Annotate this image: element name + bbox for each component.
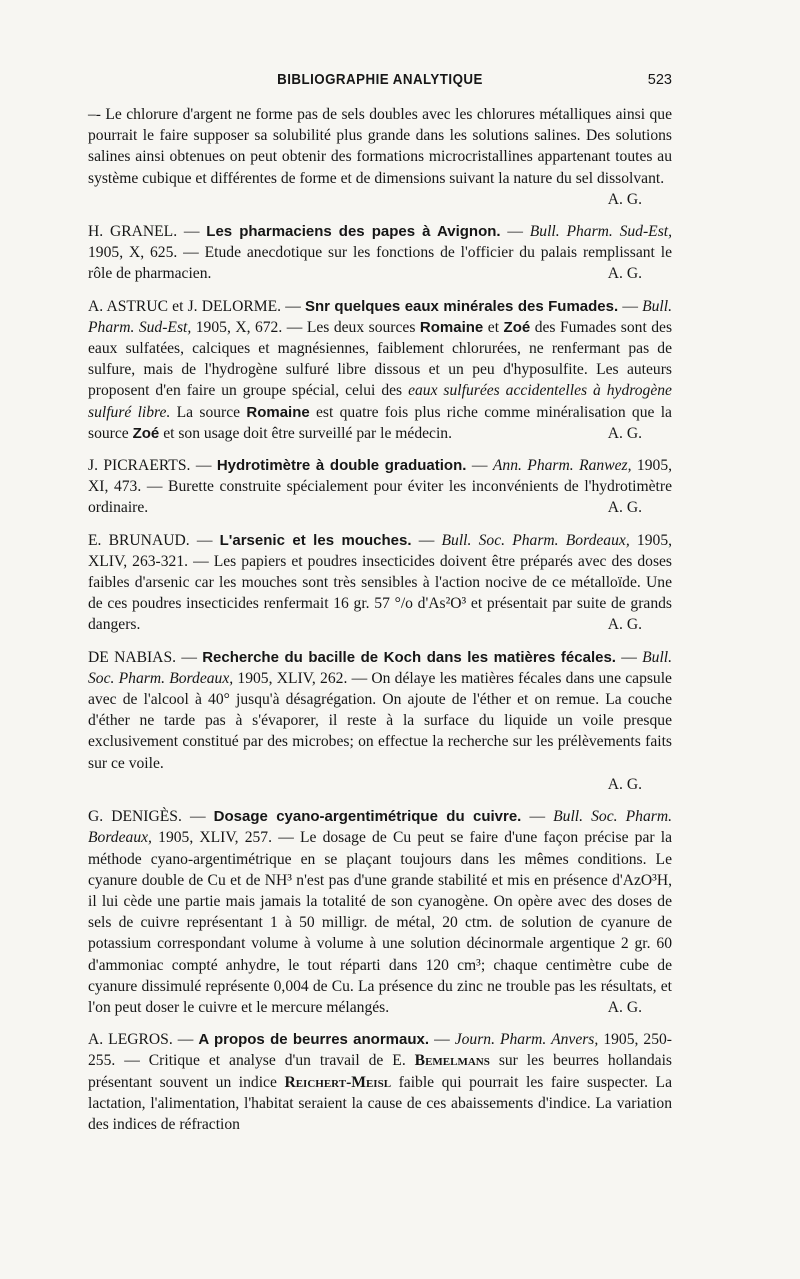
entry-title: Les pharmaciens des papes à Avignon. — [206, 223, 501, 241]
entry-ref: 1905, 250-255. — [88, 1031, 673, 1070]
entry-body-text: faible qui pourrait les faire suspecter. La lactation, l'alimentation, l'habitat seraient la cause de ces abaissements d'indice. La variation des indices de réfraction — [88, 1073, 672, 1133]
running-title: BIBLIOGRAPHIE ANALYTIQUE — [277, 72, 483, 88]
entry-chlorure-argent — [88, 104, 672, 210]
entry-bold-term: Romaine — [419, 318, 484, 336]
entry-signature: A. G. — [607, 775, 642, 793]
page-content — [88, 104, 672, 1146]
entry-body-text: et — [487, 318, 500, 336]
entry-bold-term: Zoé — [132, 424, 160, 442]
entry-legros: A. LEGROS. — A propos de beurres anormaux. — Journ. Pharm. Anvers, 1905, 250-255. — Critique et analyse d'un travail de E. Bemelmans sur les beurres hollandais présentant souvent un indice Reichert-Meisl faible qui pourrait les faire suspecter. La lactation, l'alimentation, l'habitat seraient la cause de ces abaissements d'indice. La variation des indices de réfraction — [88, 1031, 673, 1133]
entry-body-text: sur les beurres hollandais présentant souvent un indice — [88, 1052, 673, 1091]
entry-journal: Bull. Soc. Pharm. Bordeaux, — [88, 808, 672, 847]
entry-ref: 1905, XLIV, 263-321. — [88, 531, 673, 570]
entry-journal: Bull. Soc. Pharm. Bordeaux, — [88, 648, 673, 687]
entry-astruc: A. ASTRUC et J. DELORME. — Snr quelques eaux minérales des Fumades. — Bull. Pharm. Sud-Est, 1905, X, 672. — Les deux sources Romaine et Zoé des Fumades sont des eaux sulfatées, calciques et magnésiennes, faiblement chlorurées, ne renfermant pas de sulfure, mais de l'hydrogène sulfuré libre dissous et un peu d'hyposulfite. Les auteurs proposent d'en faire un groupe spécial, celui des eaux sulfurées accidentelles à hydrogène sulfuré libre. La source Romaine est quatre fois plus riche comme minéralisation que la source Zoé et son usage doit être surveillé par le médecin. A. G. — [88, 296, 672, 444]
entry-author: DE NABIAS. — [88, 648, 177, 666]
entry-journal: Bull. Pharm. Sud-Est, — [529, 223, 672, 241]
entry-author: G. DENIGÈS. — [88, 808, 182, 826]
entry-ref: 1905, XLIV, 257. — [158, 829, 272, 847]
entry-signature: A. G. — [607, 190, 642, 208]
entry-nabias: DE NABIAS. — Recherche du bacille de Koch dans les matières fécales. — Bull. Soc. Pharm. Bordeaux, 1905, XLIV, 262. — On délaye les matières fécales dans une capsule avec de l'alcool à 40° jusqu'à désagrégation. On ajoute de l'éther et on remue. La couche d'éther ne tarde pas à s'évaporer, il reste à la surface du liquide un voile presque exclusivement constitué par des microbes; on effectue la recherche sur les prélèvements faits sur ce voile. A. G. — [88, 647, 672, 795]
entry-title: Snr quelques eaux minérales des Fumades. — [304, 297, 619, 315]
entry-author: A. ASTRUC et J. DELORME. — [88, 297, 282, 315]
entry-title: Dosage cyano-argentimétrique du cuivre. — [213, 808, 522, 826]
entry-italic-term: eaux sulfurées accidentelles à hydrogène sulfuré libre. — [88, 382, 672, 421]
entry-title: Recherche du bacille de Koch dans les matières fécales. — [202, 648, 616, 666]
entry-author: J. PICRAERTS. — [88, 457, 191, 475]
entry-deniges: G. DENIGÈS. — Dosage cyano-argentimétrique du cuivre. — Bull. Soc. Pharm. Bordeaux, 1905, XLIV, 257. — Le dosage de Cu peut se faire d'une façon précise par la méthode cyano-argentimétrique en se plaçant toujours dans les mêmes conditions. Le cyanure double de Cu et de NH³ n'est pas d'une grande stabilité et mis en présence d'AzO³H, il lui cède une partie mais jamais la totalité de son cyanogène. On opère avec des doses de sels de cuivre représentant 1 à 50 milligr. de métal, 20 ctm. de solution de cyanure de potassium correspondant volume à volume à une solution décinormale argentique 2 gr. 60 d'ammoniac compté anhydre, le tout réparti dans 120 cm³; chaque centimètre cube de cyanure dissimulé représente 0,004 de Cu. La présence du zinc ne trouble pas les résultats, et l'on peut doser le cuivre et le mercure mélangés. A. G. — [88, 806, 672, 1018]
entry-author: H. GRANEL. — [88, 223, 178, 241]
entry-smallcaps-name: Bemelmans — [414, 1052, 490, 1070]
entry-body: — Burette construite spécialement pour éviter les inconvénients de l'hydrotimètre ordinaire. — [88, 478, 673, 517]
entry-author: A. LEGROS. — [88, 1031, 173, 1049]
entry-brunaud: E. BRUNAUD. — L'arsenic et les mouches. — Bull. Soc. Pharm. Bordeaux, 1905, XLIV, 263-321. — Les papiers et poudres insecticides doivent être préparés avec des doses faibles d'arsenic car les mouches sont très sensibles à l'action nocive de ce métalloïde. Une de ces poudres insecticides renfermait 16 gr. 57 °/o d'As²O³ et présentait par suite de grands dangers. A. G. — [88, 530, 672, 636]
entry-picraerts: J. PICRAERTS. — Hydrotimètre à double graduation. — Ann. Pharm. Ranwez, 1905, XI, 473. — Burette construite spécialement pour éviter les inconvénients de l'hydrotimètre ordinaire. A. G. — [88, 455, 672, 519]
entry-ref: 1905, X, 625. — [88, 244, 178, 262]
entry-title: L'arsenic et les mouches. — [219, 531, 412, 549]
entry-author: E. BRUNAUD. — [88, 531, 190, 549]
entry-body: — Etude anecdotique sur les fonctions de l'officier du palais remplissant le rôle de pharmacien. — [88, 244, 672, 283]
entry-signature: A. G. — [607, 998, 642, 1016]
entry-title: Hydrotimètre à double graduation. — [216, 457, 467, 475]
entry-body: — Les papiers et poudres insecticides doivent être préparés avec des doses faibles d'arsenic car les mouches sont très sensibles à l'action nocive de ce métalloïde. Une de ces poudres insecticides renfermait 16 gr. 57 °/o d'As²O³ et présentait par suite de grands dangers. — [88, 552, 672, 634]
entry-granel: H. GRANEL. — Les pharmaciens des papes à Avignon. — Bull. Pharm. Sud-Est, 1905, X, 625. — Etude anecdotique sur les fonctions de l'officier du palais remplissant le rôle de pharmacien. A. G. — [88, 221, 672, 285]
page-header — [88, 72, 672, 94]
entry-ref: 1905, XLIV, 262. — [237, 669, 348, 687]
entry-smallcaps-name: Reichert-Meisl — [284, 1073, 392, 1091]
entry-signature: A. G. — [607, 265, 642, 283]
entry-journal: Bull. Pharm. Sud-Est, — [88, 297, 672, 336]
entry-body-text: — Critique et analyse d'un travail de E. — [124, 1052, 406, 1070]
entry-body-text: La source — [176, 403, 241, 421]
entry-signature: A. G. — [607, 424, 642, 442]
entry-body-text: est quatre fois plus riche comme minéralisation que la source — [88, 403, 672, 442]
entry-ref: 1905, X, 672. — [195, 318, 283, 336]
entry-body: — On délaye les matières fécales dans une capsule avec de l'alcool à 40° jusqu'à désagrégation. On ajoute de l'éther et on remue. La couche d'éther ne tarde pas à s'évaporer, il reste à la surface du liquide un voile presque exclusivement constitué par des microbes; on effectue la recherche sur les prélèvements faits sur ce voile. — [88, 669, 672, 772]
entry-journal: Journ. Pharm. Anvers, — [454, 1031, 599, 1049]
entry-journal: Bull. Soc. Pharm. Bordeaux, — [441, 531, 630, 549]
entry-body: –- Le chlorure d'argent ne forme pas de sels doubles avec les chlorures métalliques ainsi que pourrait le faire supposer sa solubilité plus grande dans les solutions salines. Des solutions salines ainsi obtenues on peut obtenir des formations microcristallines appartenant toutes au système cubique et différentes de forme et de dimensions suivant la nature du sel dissolvant. — [88, 106, 672, 187]
page-number: 523 — [647, 72, 672, 88]
entry-bold-term: Romaine — [246, 403, 310, 421]
entry-body: — Le dosage de Cu peut se faire d'une façon précise par la méthode cyano-argentimétrique en se plaçant toujours dans les mêmes conditions. Le cyanure double de Cu et de NH³ n'est pas d'une grande stabilité et mis en présence d'AzO³H, il lui cède une partie mais jamais la totalité de son cyanogène. On opère avec des doses de sels de cuivre représentant 1 à 50 milligr. de métal, 20 ctm. de solution de cyanure de potassium correspondant volume à volume à une solution décinormale argentique 2 gr. 60 d'ammoniac compté anhydre, le tout réparti dans 120 cm³; chaque centimètre cube de cyanure dissimulé représente 0,004 de Cu. La présence du zinc ne trouble pas les résultats, et l'on peut doser le cuivre et le mercure mélangés. — [88, 829, 672, 1016]
entry-body-text: des Fumades sont des eaux sulfatées, calciques et magnésiennes, faiblement chlorurées, ne renfermant pas de sulfure, mais de l'hydrogène sulfuré libre dissous et un peu d'hyposulfite. Les auteurs proposent d'en faire un groupe spécial, celui des — [88, 318, 673, 400]
entry-ref: 1905, XI, 473. — [88, 457, 673, 496]
entry-body-text: et son usage doit être surveillé par le médecin. — [163, 424, 452, 442]
entry-journal: Ann. Pharm. Ranwez, — [492, 457, 632, 475]
entry-bold-term: Zoé — [503, 318, 531, 336]
entry-signature: A. G. — [607, 616, 642, 634]
entry-signature: A. G. — [607, 499, 642, 517]
entry-title: A propos de beurres anormaux. — [198, 1031, 430, 1049]
entry-body-text: — Les deux sources — [286, 318, 416, 336]
